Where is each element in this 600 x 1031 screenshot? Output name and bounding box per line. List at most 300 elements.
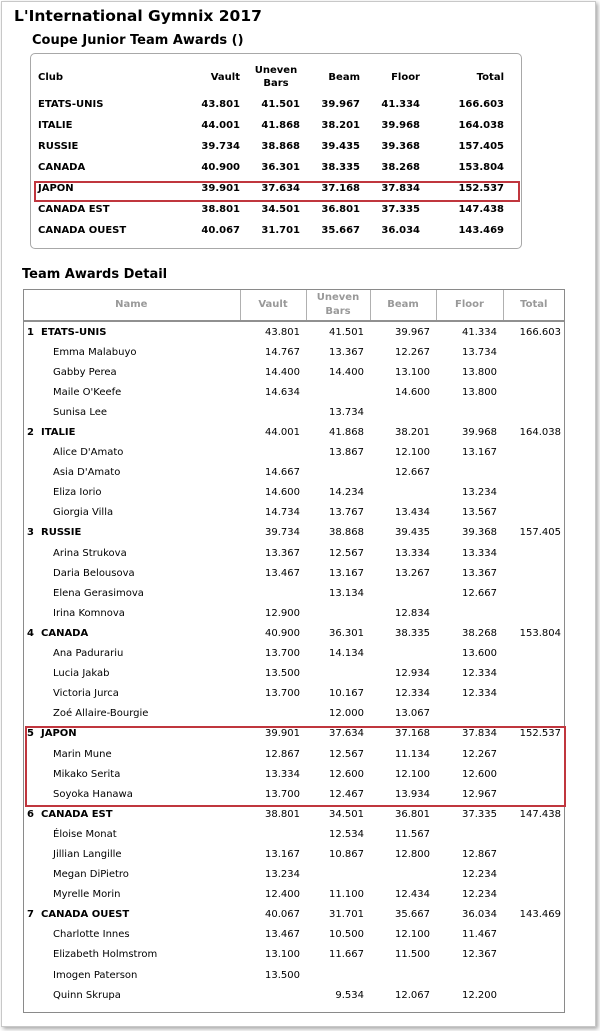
- gymnast-name: Arina Strukova: [53, 547, 127, 559]
- page-title: L'International Gymnix 2017: [14, 7, 262, 25]
- col-total: Total: [503, 289, 564, 321]
- bars-score: 36.301: [261, 162, 300, 173]
- vault-score: 12.867: [265, 748, 300, 760]
- gymnast-row: [23, 362, 564, 382]
- beam-score: 13.267: [395, 567, 430, 579]
- bars-score: 13.367: [329, 346, 364, 358]
- beam-score: 12.834: [395, 607, 430, 619]
- bars-score: 12.567: [329, 547, 364, 559]
- vault-score: 12.900: [265, 607, 300, 619]
- bars-score: 37.634: [329, 728, 364, 740]
- gymnast-name: Charlotte Innes: [53, 929, 130, 941]
- total-score: 153.804: [519, 627, 561, 639]
- bars-score: 12.000: [329, 708, 364, 720]
- col-bars: Uneven Bars: [254, 65, 298, 89]
- team-cell: [23, 523, 240, 543]
- gymnast-name: Megan DiPietro: [53, 869, 129, 881]
- team-rank: 1: [27, 326, 34, 338]
- gymnast-name: Victoria Jurca: [53, 688, 119, 700]
- floor-score: 13.234: [462, 487, 497, 499]
- gymnast-row: [23, 443, 564, 463]
- empty-total: [503, 945, 564, 965]
- vault-score: 14.400: [265, 366, 300, 378]
- gymnast-name: Emma Malabuyo: [53, 346, 137, 358]
- gymnast-row: [23, 503, 564, 523]
- beam-score: 13.934: [395, 788, 430, 800]
- vault-score: 44.001: [201, 120, 240, 131]
- total-score: 143.469: [458, 225, 504, 236]
- bars-score: 34.501: [261, 204, 300, 215]
- bars-score: 13.767: [329, 507, 364, 519]
- bars-score: 14.134: [329, 648, 364, 660]
- beam-score: 39.967: [321, 99, 360, 110]
- beam-score: 36.801: [395, 808, 430, 820]
- beam-score: 12.800: [395, 848, 430, 860]
- floor-score: 39.968: [462, 427, 497, 439]
- vault-score: 13.334: [265, 768, 300, 780]
- floor-score: 12.667: [462, 587, 497, 599]
- bars-score: 38.868: [261, 141, 300, 152]
- bars-score: 41.501: [329, 326, 364, 338]
- team-name: RUSSIE: [41, 527, 82, 539]
- bars-score: 12.467: [329, 788, 364, 800]
- empty-total: [503, 443, 564, 463]
- summary-row: [36, 136, 508, 157]
- bars-score: 11.667: [329, 949, 364, 961]
- floor-score: [436, 965, 503, 985]
- gymnast-row: [23, 382, 564, 402]
- floor-score: 37.335: [381, 204, 420, 215]
- beam-score: 11.500: [395, 949, 430, 961]
- empty-total: [503, 342, 564, 362]
- beam-score: 12.100: [395, 447, 430, 459]
- empty-total: [503, 925, 564, 945]
- team-name: ETATS-UNIS: [41, 326, 107, 338]
- club-name: ETATS-UNIS: [38, 99, 104, 110]
- empty-total: [503, 402, 564, 422]
- gymnast-name: Marin Mune: [53, 748, 112, 760]
- gymnast-name: Eliza Iorio: [53, 487, 102, 499]
- gymnast-name: Alice D'Amato: [53, 447, 124, 459]
- gymnast-row: [23, 543, 564, 563]
- gymnast-name: Sunisa Lee: [53, 406, 108, 418]
- col-vault: Vault: [240, 289, 306, 321]
- bars-score: [306, 463, 370, 483]
- vault-score: 13.700: [265, 788, 300, 800]
- floor-score: 13.800: [462, 366, 497, 378]
- empty-total: [503, 463, 564, 483]
- club-name: RUSSIE: [38, 141, 79, 152]
- floor-score: 13.734: [462, 346, 497, 358]
- floor-score: [436, 704, 503, 724]
- team-row: [23, 422, 564, 442]
- gymnast-row: [23, 603, 564, 623]
- total-score: 152.537: [519, 728, 561, 740]
- empty-total: [503, 483, 564, 503]
- total-score: 164.038: [458, 120, 504, 131]
- team-cell: [23, 623, 240, 643]
- beam-score: [370, 965, 436, 985]
- team-rank: 4: [27, 627, 34, 639]
- club-name: CANADA: [38, 162, 86, 173]
- detail-heading: Team Awards Detail: [22, 267, 168, 282]
- floor-score: [436, 402, 503, 422]
- team-row: [23, 905, 564, 925]
- gymnast-name: Maile O'Keefe: [53, 386, 122, 398]
- summary-table: [36, 60, 508, 241]
- floor-score: 12.234: [462, 889, 497, 901]
- bars-score: [306, 603, 370, 623]
- vault-score: 40.067: [265, 909, 300, 921]
- vault-score: 14.667: [265, 467, 300, 479]
- summary-row: [36, 94, 508, 115]
- empty-total: [503, 382, 564, 402]
- gymnast-name: Imogen Paterson: [53, 969, 138, 981]
- team-name: CANADA OUEST: [41, 909, 130, 921]
- team-cell: [23, 321, 240, 342]
- vault-score: 39.901: [265, 728, 300, 740]
- floor-score: 12.334: [462, 668, 497, 680]
- vault-score: 44.001: [265, 427, 300, 439]
- floor-score: 12.867: [462, 848, 497, 860]
- floor-score: 11.467: [462, 929, 497, 941]
- vault-score: 39.901: [201, 183, 240, 194]
- gymnast-row: [23, 965, 564, 985]
- gymnast-name: Myrelle Morin: [53, 889, 121, 901]
- floor-score: 37.834: [381, 183, 420, 194]
- floor-score: 13.600: [462, 648, 497, 660]
- beam-score: 38.201: [321, 120, 360, 131]
- team-rank: 5: [27, 728, 34, 740]
- beam-score: 12.934: [395, 668, 430, 680]
- empty-total: [503, 985, 564, 1005]
- beam-score: 13.100: [395, 366, 430, 378]
- gymnast-name: Elena Gerasimova: [53, 587, 144, 599]
- summary-row: [36, 115, 508, 136]
- floor-score: 37.335: [462, 808, 497, 820]
- vault-score: 13.234: [265, 869, 300, 881]
- floor-score: 12.600: [462, 768, 497, 780]
- vault-score: [240, 704, 306, 724]
- gymnast-name: Elizabeth Holmstrom: [53, 949, 158, 961]
- gymnast-row: [23, 925, 564, 945]
- empty-total: [503, 844, 564, 864]
- vault-score: 40.900: [201, 162, 240, 173]
- floor-score: 12.967: [462, 788, 497, 800]
- vault-score: [240, 443, 306, 463]
- gymnast-row: [23, 583, 564, 603]
- vault-score: 14.600: [265, 487, 300, 499]
- empty-total: [503, 503, 564, 523]
- club-name: CANADA OUEST: [38, 225, 127, 236]
- floor-score: [436, 463, 503, 483]
- team-name: CANADA EST: [41, 808, 113, 820]
- vault-score: 13.467: [265, 567, 300, 579]
- gymnast-name: Asia D'Amato: [53, 467, 121, 479]
- gymnast-row: [23, 644, 564, 664]
- bars-score: 12.534: [329, 828, 364, 840]
- beam-score: 12.667: [395, 467, 430, 479]
- total-score: 164.038: [519, 427, 561, 439]
- floor-score: 41.334: [462, 326, 497, 338]
- team-cell: [23, 804, 240, 824]
- bars-score: 34.501: [329, 808, 364, 820]
- vault-score: 43.801: [201, 99, 240, 110]
- floor-score: 12.234: [462, 869, 497, 881]
- empty-total: [503, 704, 564, 724]
- club-name: CANADA EST: [38, 204, 110, 215]
- floor-score: 13.800: [462, 386, 497, 398]
- beam-score: 39.967: [395, 326, 430, 338]
- team-name: ITALIE: [41, 427, 76, 439]
- floor-score: 36.034: [462, 909, 497, 921]
- vault-score: 14.767: [265, 346, 300, 358]
- club-name: ITALIE: [38, 120, 73, 131]
- beam-score: 13.434: [395, 507, 430, 519]
- club-name: JAPON: [38, 183, 74, 194]
- col-total: Total: [476, 71, 504, 83]
- vault-score: 12.400: [265, 889, 300, 901]
- vault-score: 13.500: [265, 668, 300, 680]
- empty-total: [503, 664, 564, 684]
- empty-total: [503, 865, 564, 885]
- empty-total: [503, 603, 564, 623]
- team-row: [23, 321, 564, 342]
- beam-score: [370, 402, 436, 422]
- floor-score: 41.334: [381, 99, 420, 110]
- floor-score: 38.268: [462, 627, 497, 639]
- bars-score: 31.701: [261, 225, 300, 236]
- team-row: [23, 523, 564, 543]
- bars-score: 13.867: [329, 447, 364, 459]
- col-beam: Beam: [328, 71, 360, 83]
- floor-score: 13.334: [462, 547, 497, 559]
- summary-row: [36, 157, 508, 178]
- team-rank: 2: [27, 427, 34, 439]
- empty-total: [503, 543, 564, 563]
- vault-score: 38.801: [265, 808, 300, 820]
- vault-score: 43.801: [265, 326, 300, 338]
- gymnast-row: [23, 704, 564, 724]
- bars-score: 13.134: [329, 587, 364, 599]
- beam-score: 12.100: [395, 768, 430, 780]
- vault-score: 14.734: [265, 507, 300, 519]
- detail-header-row: [23, 289, 564, 321]
- empty-total: [503, 563, 564, 583]
- summary-heading: Coupe Junior Team Awards (): [32, 33, 244, 48]
- bars-score: [306, 664, 370, 684]
- gymnast-row: [23, 824, 564, 844]
- vault-score: 39.734: [201, 141, 240, 152]
- empty-total: [503, 885, 564, 905]
- empty-total: [503, 644, 564, 664]
- beam-score: 38.201: [395, 427, 430, 439]
- total-score: 147.438: [519, 808, 561, 820]
- beam-score: 12.434: [395, 889, 430, 901]
- vault-score: 40.067: [201, 225, 240, 236]
- col-bars: Uneven Bars: [306, 289, 370, 321]
- summary-row: [36, 199, 508, 220]
- japon-highlight: [34, 181, 520, 202]
- gymnast-row: [23, 342, 564, 362]
- team-rank: 7: [27, 909, 34, 921]
- beam-score: 39.435: [321, 141, 360, 152]
- beam-score: 38.335: [321, 162, 360, 173]
- gymnast-name: Daria Belousova: [53, 567, 135, 579]
- team-name: CANADA: [41, 627, 89, 639]
- bars-score: 41.868: [261, 120, 300, 131]
- bars-score: 10.867: [329, 848, 364, 860]
- beam-score: 13.067: [395, 708, 430, 720]
- floor-score: 39.368: [462, 527, 497, 539]
- bars-score: [306, 965, 370, 985]
- beam-score: 12.067: [395, 989, 430, 1001]
- bars-score: 14.400: [329, 366, 364, 378]
- bars-score: 11.100: [329, 889, 364, 901]
- total-score: 143.469: [519, 909, 561, 921]
- vault-score: 13.100: [265, 949, 300, 961]
- bars-score: 10.167: [329, 688, 364, 700]
- bars-score: 41.501: [261, 99, 300, 110]
- vault-score: [240, 824, 306, 844]
- beam-score: 12.100: [395, 929, 430, 941]
- col-club: Club: [38, 71, 64, 83]
- team-cell: [23, 422, 240, 442]
- col-vault: Vault: [210, 71, 240, 83]
- empty-total: [503, 824, 564, 844]
- team-row: [23, 623, 564, 643]
- beam-score: 12.334: [395, 688, 430, 700]
- beam-score: [370, 483, 436, 503]
- beam-score: 37.168: [395, 728, 430, 740]
- empty-total: [503, 965, 564, 985]
- beam-score: 11.134: [395, 748, 430, 760]
- col-beam: Beam: [370, 289, 436, 321]
- col-floor: Floor: [391, 71, 420, 83]
- floor-score: 12.367: [462, 949, 497, 961]
- vault-score: [240, 402, 306, 422]
- japon-detail-highlight: [25, 726, 566, 807]
- vault-score: 13.167: [265, 848, 300, 860]
- floor-score: 12.200: [462, 989, 497, 1001]
- total-score: 153.804: [458, 162, 504, 173]
- vault-score: 39.734: [265, 527, 300, 539]
- gymnast-row: [23, 945, 564, 965]
- summary-header-row: [36, 60, 508, 94]
- vault-score: 14.634: [265, 386, 300, 398]
- empty-total: [503, 362, 564, 382]
- bars-score: [306, 382, 370, 402]
- beam-score: 35.667: [321, 225, 360, 236]
- team-name: JAPON: [41, 728, 77, 740]
- beam-score: 36.801: [321, 204, 360, 215]
- gymnast-name: Ana Padurariu: [53, 648, 124, 660]
- vault-score: 13.467: [265, 929, 300, 941]
- summary-row: [36, 220, 508, 241]
- gymnast-row: [23, 844, 564, 864]
- vault-score: 13.500: [265, 969, 300, 981]
- bars-score: 31.701: [329, 909, 364, 921]
- gymnast-row: [23, 463, 564, 483]
- gymnast-name: Éloise Monat: [53, 828, 117, 840]
- bars-score: 12.600: [329, 768, 364, 780]
- total-score: 147.438: [458, 204, 504, 215]
- bars-score: 10.500: [329, 929, 364, 941]
- gymnast-row: [23, 563, 564, 583]
- vault-score: 13.700: [265, 648, 300, 660]
- beam-score: 11.567: [395, 828, 430, 840]
- gymnast-row: [23, 985, 564, 1005]
- empty-total: [503, 684, 564, 704]
- bars-score: 13.167: [329, 567, 364, 579]
- gymnast-name: Irina Komnova: [53, 607, 125, 619]
- bars-score: 13.734: [329, 406, 364, 418]
- gymnast-name: Jillian Langille: [53, 848, 122, 860]
- vault-score: 40.900: [265, 627, 300, 639]
- gymnast-row: [23, 684, 564, 704]
- gymnast-name: Gabby Perea: [53, 366, 117, 378]
- gymnast-name: Lucia Jakab: [53, 668, 110, 680]
- detail-table: [23, 289, 564, 1005]
- floor-score: 37.834: [462, 728, 497, 740]
- gymnast-name: Giorgia Villa: [53, 507, 114, 519]
- col-floor: Floor: [436, 289, 503, 321]
- empty-total: [503, 583, 564, 603]
- beam-score: 35.667: [395, 909, 430, 921]
- beam-score: 14.600: [395, 386, 430, 398]
- beam-score: 39.435: [395, 527, 430, 539]
- bars-score: 41.868: [329, 427, 364, 439]
- floor-score: 13.567: [462, 507, 497, 519]
- beam-score: [370, 644, 436, 664]
- beam-score: 38.335: [395, 627, 430, 639]
- team-row: [23, 804, 564, 824]
- gymnast-name: Quinn Skrupa: [53, 989, 121, 1001]
- bars-score: 37.634: [261, 183, 300, 194]
- vault-score: 13.700: [265, 688, 300, 700]
- total-score: 152.537: [458, 183, 504, 194]
- bars-score: 36.301: [329, 627, 364, 639]
- beam-score: 12.267: [395, 346, 430, 358]
- bars-score: 9.534: [335, 989, 364, 1001]
- team-rank: 3: [27, 527, 34, 539]
- floor-score: 12.267: [462, 748, 497, 760]
- gymnast-row: [23, 865, 564, 885]
- vault-score: [240, 985, 306, 1005]
- floor-score: 12.334: [462, 688, 497, 700]
- vault-score: [240, 583, 306, 603]
- col-name: Name: [23, 289, 240, 321]
- bars-score: [306, 865, 370, 885]
- floor-score: 36.034: [381, 225, 420, 236]
- floor-score: [436, 824, 503, 844]
- floor-score: 38.268: [381, 162, 420, 173]
- floor-score: 39.968: [381, 120, 420, 131]
- gymnast-name: Mikako Serita: [53, 768, 121, 780]
- gymnast-row: [23, 664, 564, 684]
- total-score: 166.603: [519, 326, 561, 338]
- vault-score: 38.801: [201, 204, 240, 215]
- bars-score: 14.234: [329, 487, 364, 499]
- beam-score: 37.168: [321, 183, 360, 194]
- total-score: 157.405: [458, 141, 504, 152]
- beam-score: [370, 865, 436, 885]
- team-cell: [23, 905, 240, 925]
- total-score: 157.405: [519, 527, 561, 539]
- bars-score: 12.567: [329, 748, 364, 760]
- floor-score: 39.368: [381, 141, 420, 152]
- gymnast-name: Soyoka Hanawa: [53, 788, 133, 800]
